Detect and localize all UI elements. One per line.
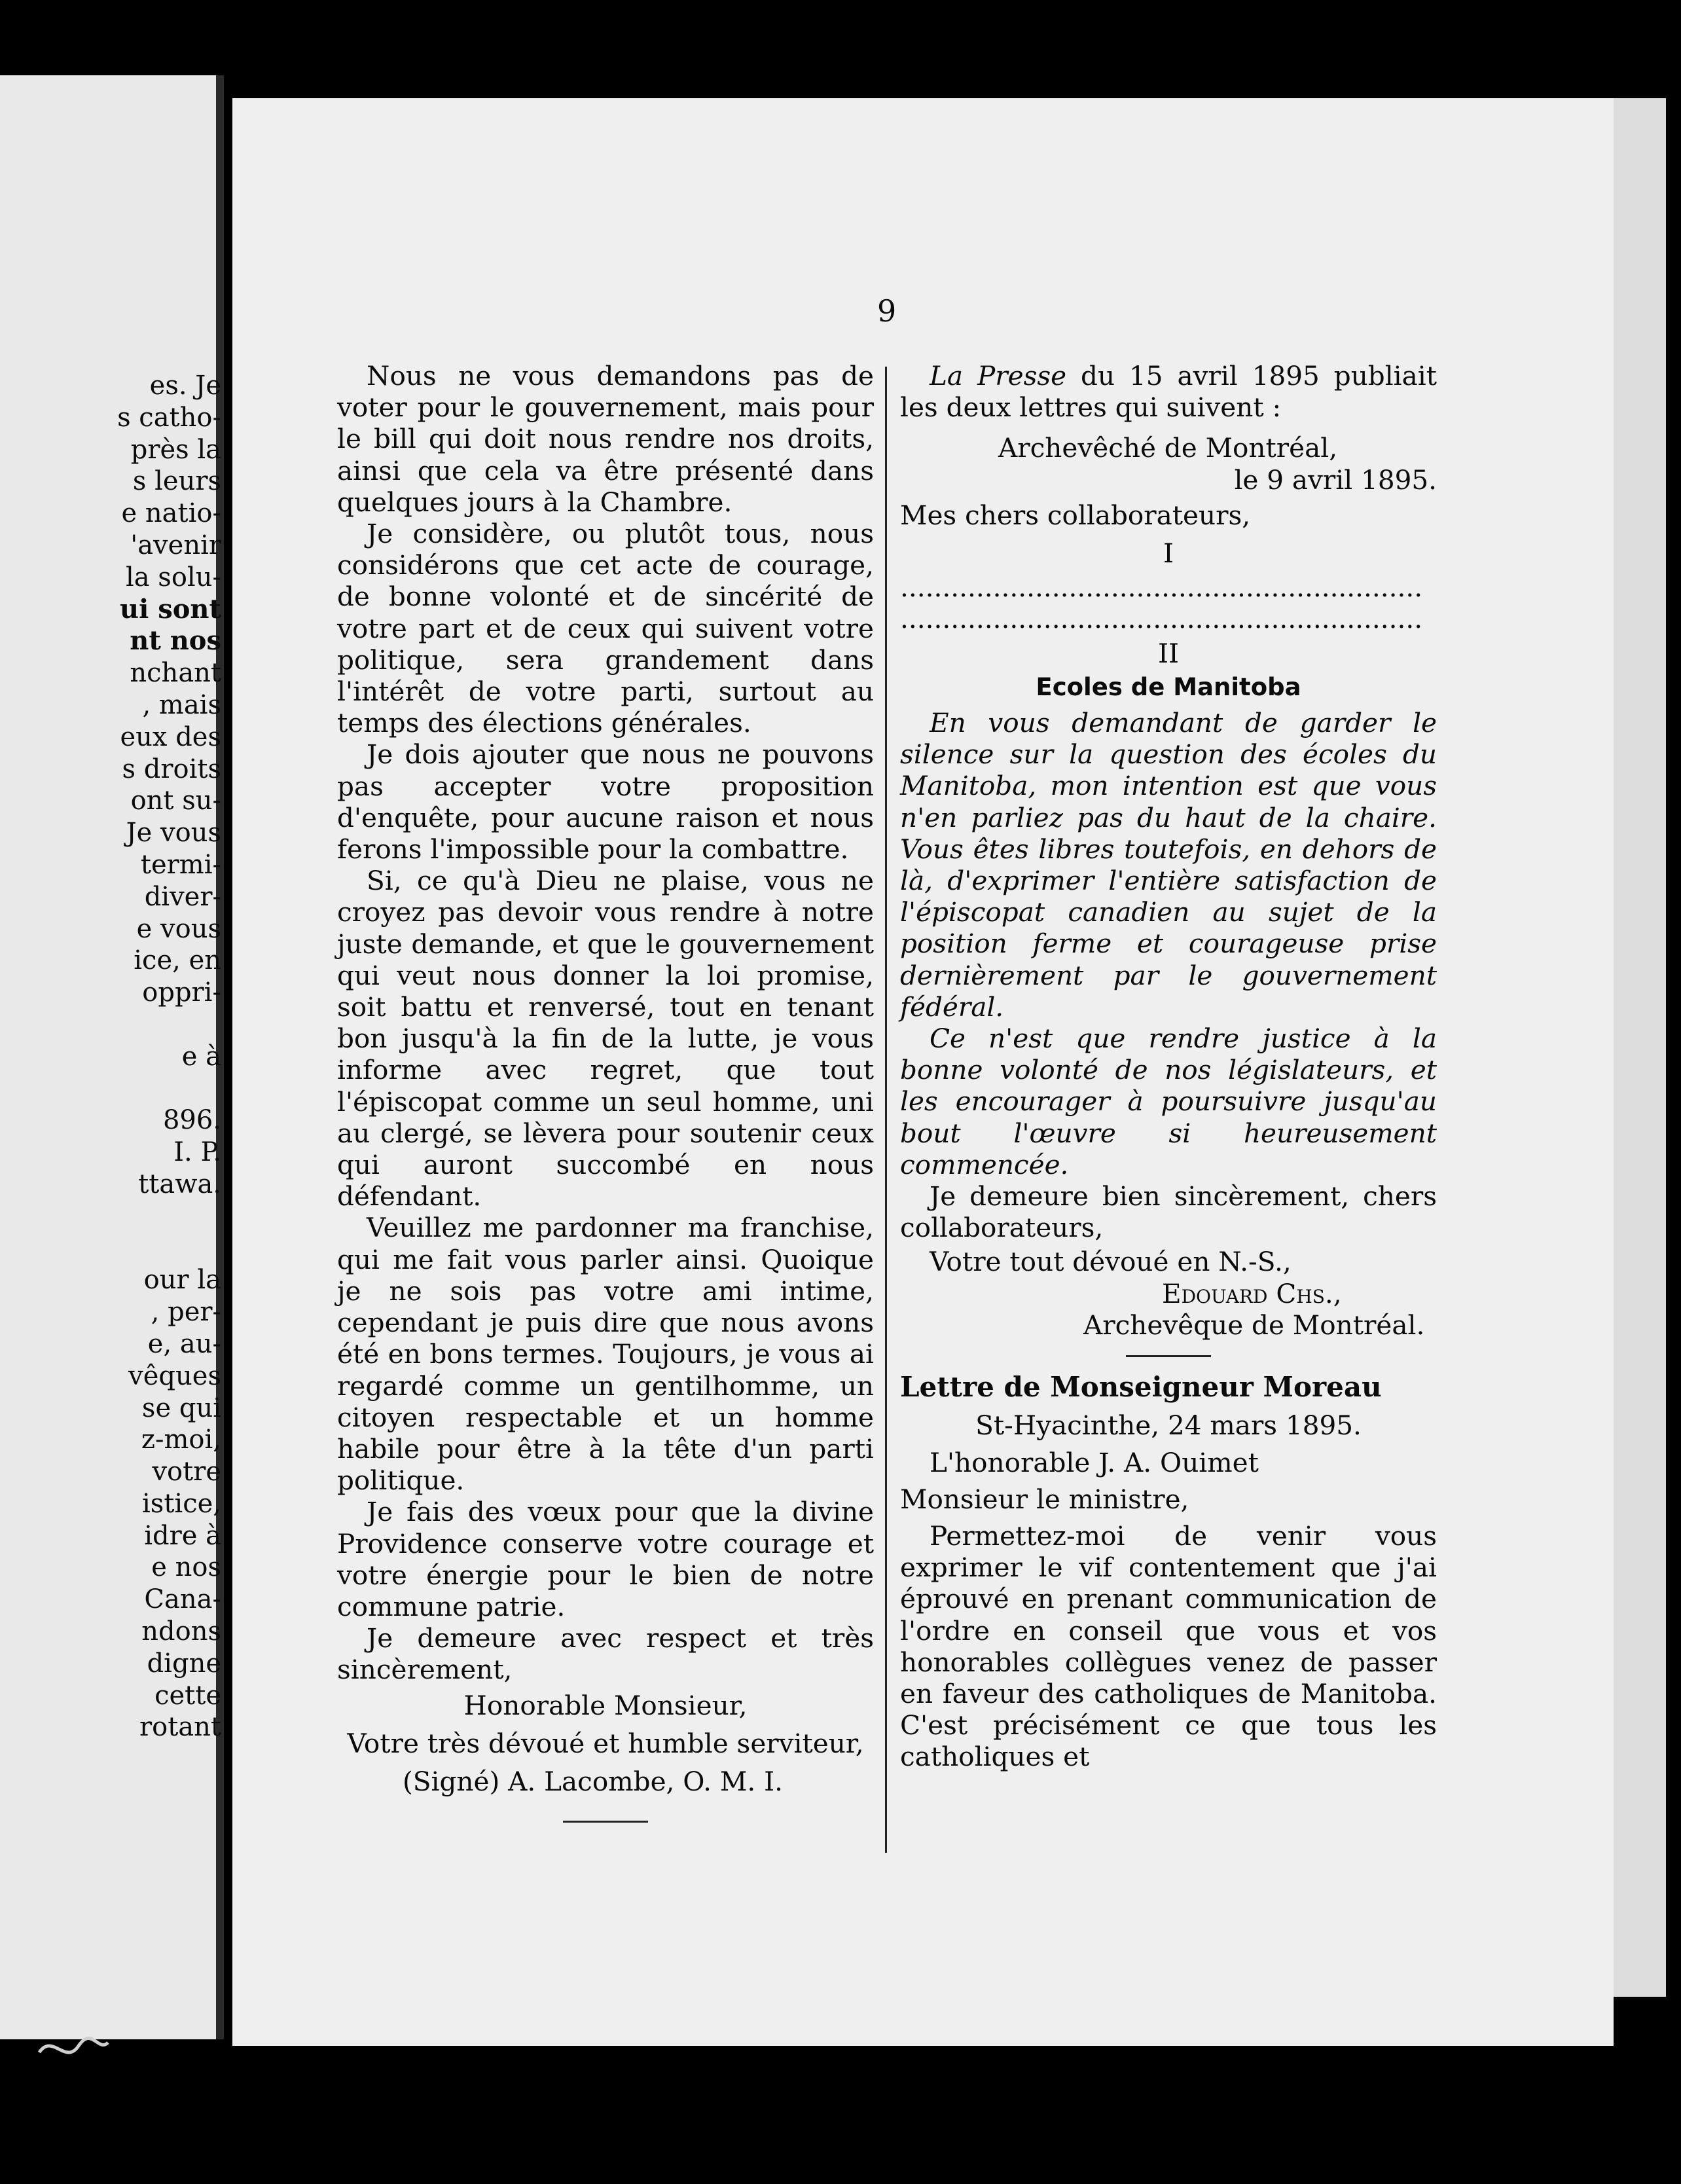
page-edge: [1614, 98, 1666, 1997]
paragraph: Permettez-moi de venir vous exprimer le vif contentement que j'ai éprouvé en prenant communication de l'ordre en conseil que vous et vos honorables collègues venez de passer en faveur des catholiques de Manitoba. C'est précisément ce que tous les catholiques et: [900, 1520, 1437, 1773]
paragraph: Je fais des vœux pour que la divine Providence conserve votre courage et votre énergie pour le bien de notre commune patrie.: [337, 1496, 874, 1622]
facing-line: ndons: [141, 1616, 221, 1647]
facing-line: I. P.: [173, 1137, 221, 1168]
left-column: [337, 360, 874, 1837]
letter2-greeting: Monsieur le ministre,: [900, 1483, 1189, 1515]
letter2-addressee: L'honorable J. A. Ouimet: [930, 1446, 1259, 1478]
ellipsis-line: ..............................................................: [900, 572, 1423, 604]
facing-line: se qui: [141, 1392, 221, 1423]
closing: Votre tout dévoué en N.-S.,: [930, 1246, 1292, 1278]
facing-line: Je vous: [126, 818, 221, 848]
paragraph: Si, ce qu'à Dieu ne plaise, vous ne croyez pas devoir vous rendre à notre juste demande, et que le gouvernement qui veut nous donner la loi promise, soit battu et renversé, tout en tenant bon jusqu'à la fin de la lutte, je vous informe avec regret, que tout l'épiscopat comme un seul homme, uni au clergé, se lèvera pour soutenir ceux qui auront succombé en nous défendant.: [337, 865, 874, 1212]
section-numeral-1: I: [1163, 537, 1174, 570]
facing-line: Cana-: [144, 1584, 221, 1615]
facing-line: istice,: [142, 1488, 221, 1519]
letter-place: Archevêché de Montréal,: [998, 432, 1338, 464]
facing-line: oppri-: [142, 977, 221, 1008]
facing-line: es. Je: [149, 371, 221, 401]
signer-title: Archevêque de Montréal.: [1083, 1309, 1425, 1341]
facing-line: 896.: [162, 1105, 221, 1136]
facing-line: , per-: [151, 1297, 221, 1328]
facing-line: cette: [154, 1680, 221, 1711]
intro-text: du 15 avril 1895 publiait les deux lettres qui suivent :: [900, 360, 1437, 424]
page-number: 9: [877, 293, 897, 329]
facing-line: idre à: [144, 1520, 221, 1551]
paragraph: Je considère, ou plutôt tous, nous considérons que cet acte de courage, de bonne volonté et de sincérité de votre part et de ceux qui suivent votre politique, sera grandement dans l'intérêt de votre parti, surtout au temps des élections générales.: [337, 518, 874, 739]
facing-line: e vous: [136, 913, 221, 944]
facing-line: termi-: [140, 849, 221, 880]
facing-line: ont su-: [130, 786, 221, 816]
paragraph: Veuillez me pardonner ma franchise, qui me fait vous parler ainsi. Quoique je ne sois pas votre ami intime, cependant je puis dire que nous avons été en bons termes. Toujours, je vous ai regardé comme un gentilhomme, un citoyen respectable et un homme habile pour être à la tête d'un parti politique.: [337, 1212, 874, 1497]
closing: Votre très dévoué et humble serviteur,: [347, 1727, 864, 1759]
facing-line: nchant: [130, 658, 221, 689]
paragraph: Je dois ajouter que nous ne pouvons pas accepter votre proposition d'enquête, pour aucune raison et nous ferons l'impossible pour la combattre.: [337, 738, 874, 865]
newspaper-title: La Presse: [930, 360, 1067, 391]
right-column: [900, 360, 1437, 1773]
paragraph: Je demeure avec respect et très sincèrement,: [337, 1622, 874, 1686]
facing-line: digne: [147, 1648, 221, 1679]
signature: (Signé) A. Lacombe, O. M. I.: [403, 1765, 783, 1797]
facing-line: votre: [152, 1457, 221, 1487]
letter-date: le 9 avril 1895.: [1234, 464, 1437, 496]
facing-line: s catho-: [117, 402, 221, 433]
facing-line: s droits: [122, 754, 221, 784]
section-rule: [1126, 1355, 1211, 1357]
paragraph: Je demeure bien sincèrement, chers collaborateurs,: [900, 1180, 1437, 1244]
greeting: Mes chers collaborateurs,: [900, 499, 1251, 531]
facing-line: eux des: [120, 721, 221, 752]
facing-line: e, au-: [147, 1328, 221, 1359]
facing-line: ui sont: [120, 593, 221, 625]
facing-line: ttawa.: [138, 1169, 221, 1199]
facing-line: z-moi,: [141, 1425, 221, 1455]
letter2-place-date: St-Hyacinthe, 24 mars 1895.: [975, 1410, 1362, 1442]
column-rule: [885, 367, 887, 1853]
facing-line: e nos: [151, 1552, 221, 1583]
salutation: Honorable Monsieur,: [463, 1689, 748, 1721]
facing-line: , mais: [142, 689, 221, 720]
scan-artifact-mark: [33, 2026, 111, 2066]
facing-line: diver-: [144, 881, 221, 912]
facing-line: vêques: [128, 1360, 221, 1391]
facing-line: la solu-: [125, 562, 221, 592]
facing-line: e natio-: [121, 498, 221, 529]
facing-line: ice, en: [134, 945, 221, 976]
facing-line: 'avenir: [130, 530, 221, 560]
facing-line: rotant: [139, 1712, 221, 1743]
paragraph: En vous demandant de garder le silence sur la question des écoles du Manitoba, mon intention est que vous n'en parliez pas du haut de la chaire. Vous êtes libres toutefois, en dehors de là, d'exprimer l'entière satisfaction de l'épiscopat canadien au sujet de la position ferme et courageuse prise dernièrement par le gouvernement fédéral.: [900, 707, 1437, 1023]
facing-line: e à: [181, 1041, 221, 1072]
facing-line: s leurs: [132, 466, 221, 497]
signer-name: Edouard Chs.,: [1162, 1277, 1342, 1309]
facing-page-text: [0, 370, 221, 1743]
section-heading: Ecoles de Manitoba: [1036, 672, 1301, 701]
end-rule: [563, 1821, 648, 1823]
intro: [900, 360, 1437, 423]
facing-line: our la: [143, 1265, 221, 1296]
facing-line: nt nos: [130, 625, 221, 657]
facing-line: près la: [130, 434, 221, 465]
letter2-heading: Lettre de Monseigneur Moreau: [900, 1371, 1382, 1404]
ellipsis-line: ..............................................................: [900, 603, 1423, 635]
paragraph: Ce n'est que rendre justice à la bonne volonté de nos législateurs, et les encourager à poursuivre jusqu'au bout l'œuvre si heureusement commencée.: [900, 1023, 1437, 1180]
section-numeral-2: II: [1158, 637, 1179, 669]
paragraph: Nous ne vous demandons pas de voter pour le gouvernement, mais pour le bill qui doit nous rendre nos droits, ainsi que cela va être présenté dans quelques jours à la Chambre.: [337, 360, 874, 518]
